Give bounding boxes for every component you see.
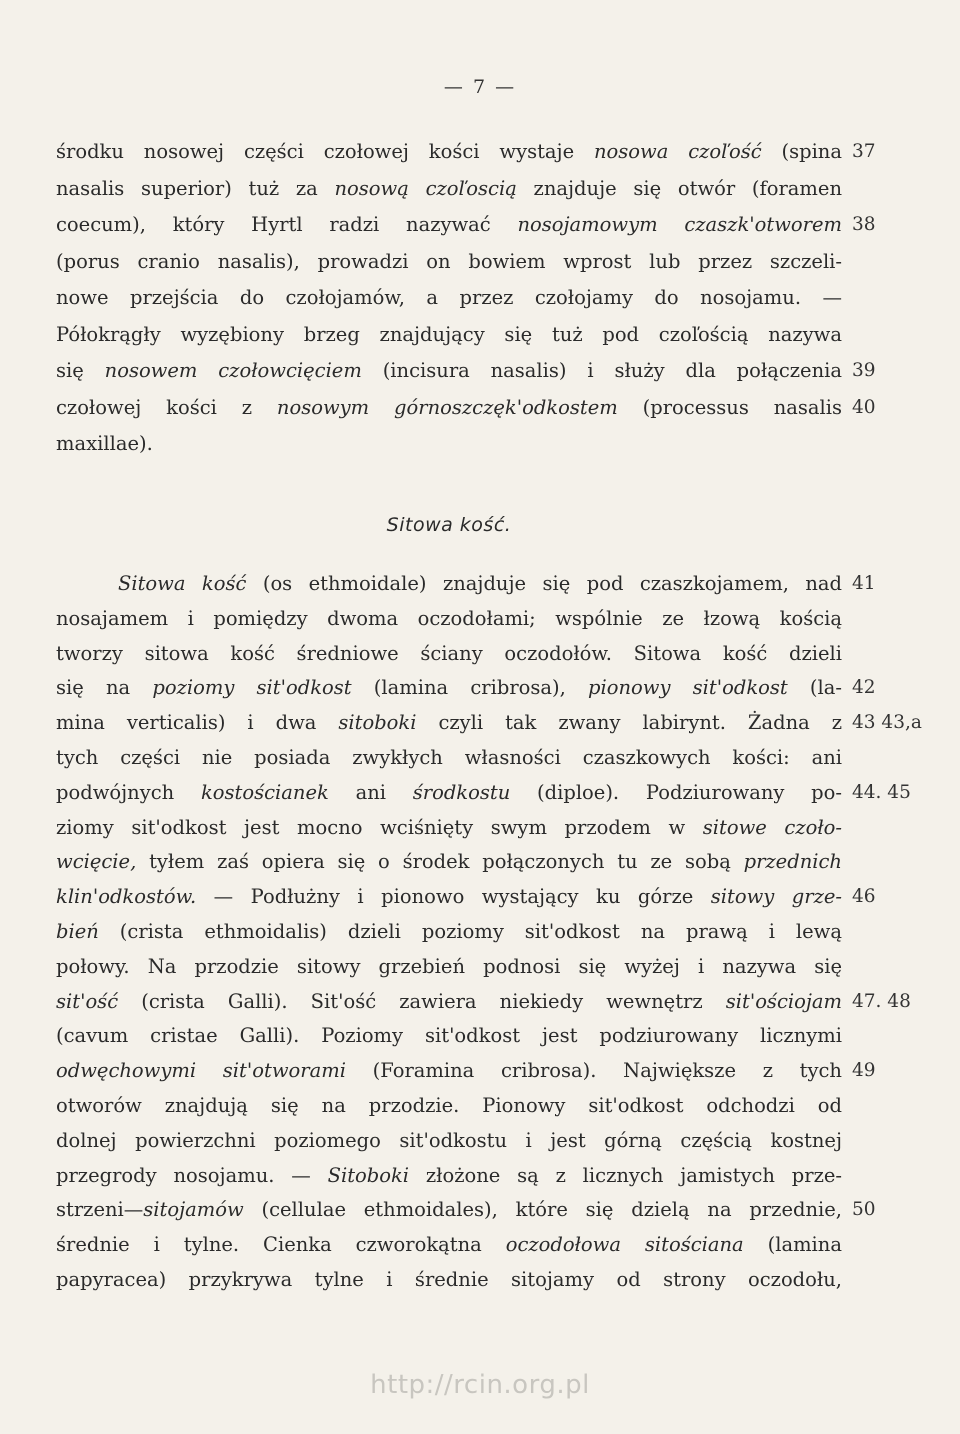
text-segment: (incisura nasalis) i służy dla połączenia [361,359,842,382]
italic-term: nosowa czoľość [594,140,762,163]
text-segment: średnie i tylne. Cienka czworokątna [56,1233,506,1257]
italic-term: Sitowa kość [118,572,247,595]
text-segment: ziomy sit'odkost jest mocno wciśnięty swym przodem w [56,815,703,839]
text-segment: dolnej powierzchni poziomego sit'odkostu i jest górną częścią kostnej [56,1128,842,1152]
italic-term: bień [56,920,99,943]
text-segment: (diploe). Podziurowany po- [510,780,842,804]
italic-term: nosową czoľoscią [334,176,517,200]
text-segment: się [56,359,105,382]
text-segment: tyłem zaś opiera się o środek połączonych tu ze sobą [136,850,744,874]
text-line [56,1128,842,1154]
text-segment: znajduje się otwór (foramen [516,176,842,200]
italic-term: przednich [743,850,842,874]
text-segment: Półokrągły wyzębiony brzeg znajdujący się tuż pod czoľością nazywa [56,322,842,346]
text-line [56,919,842,945]
page-number: — 7 — [443,76,517,98]
margin-reference-number: 50 [852,1199,876,1221]
text-line [56,176,842,202]
text-segment: (processus nasalis [617,395,842,419]
margin-reference-number: 46 [852,886,876,908]
text-line [56,139,842,165]
text-line [56,1163,842,1189]
text-line [56,1023,842,1049]
text-segment: (cavum cristae Galli). Poziomy sit'odkost jest podziurowany licznymi [56,1024,842,1048]
margin-reference-number: 40 [852,396,876,418]
italic-term: sitowe czoło- [702,815,842,839]
text-segment: nosajamem i pomiędzy dwoma oczodołami; wspólnie ze łzową kością [56,606,842,630]
margin-reference-number: 49 [852,1060,876,1082]
italic-term: Sitoboki [327,1163,410,1187]
text-segment: (lamina [743,1233,842,1257]
text-line [56,710,842,736]
text-segment: podwójnych [56,780,201,804]
margin-reference-number: 42 [852,677,876,699]
section-heading: Sitowa kość. [386,514,512,536]
text-line [56,322,842,348]
text-segment: przegrody nosojamu. — [56,1163,328,1187]
text-segment: tworzy sitowa kość średniowe ściany oczodołów. Sitowa kość dzieli [56,641,842,665]
text-line [56,249,842,275]
italic-term: sitoboki [338,711,417,735]
italic-term: pionowy sit'odkost [588,676,788,700]
text-line [56,358,842,384]
text-line [56,954,842,980]
text-segment: papyracea) przykrywa tylne i średnie sitojamy od strony oczodołu, [56,1268,842,1291]
text-segment: (Foramina cribrosa). Największe z tych [345,1059,842,1083]
text-line [56,1058,842,1084]
text-line [118,571,842,597]
text-segment: (porus cranio nasalis), prowadzi on bowiem wprost lub przez szczeli- [56,249,842,273]
text-segment: (crista ethmoidalis) dzieli poziomy sit'odkost na prawą i lewą [98,920,842,943]
text-segment: (spina [761,140,842,163]
text-line [56,1232,842,1258]
text-segment: (crista Galli). Sit'ość zawiera niekiedy wewnętrz [118,989,726,1013]
italic-term: oczodołowa sitościana [505,1233,744,1257]
text-line [56,395,842,421]
text-segment: czyli tak zwany labirynt. Żadna z [416,711,842,735]
italic-term: kostościanek [200,780,329,804]
text-line [56,745,842,771]
text-segment: nasalis superior) tuż za [56,176,335,200]
text-segment: mina verticalis) i dwa [56,711,339,735]
text-line [56,1093,842,1119]
italic-term: sit'ość [56,989,119,1013]
italic-term: nosowem czołowcięciem [104,359,362,382]
text-segment: nowe przejścia do czołojamów, a przez czołojamy do nosojamu. — [56,286,842,309]
text-segment: tych części nie posiada zwykłych własności czaszkowych kości: ani [56,746,842,769]
text-line [56,285,842,311]
text-line [56,675,842,701]
text-line [56,212,842,238]
text-segment: (os ethmoidale) znajduje się pod czaszkojamem, nad [246,572,842,595]
text-line [56,849,842,875]
text-segment: się na [56,676,153,700]
margin-reference-number: 39 [852,360,876,381]
text-line [56,431,842,457]
text-segment: coecum), który Hyrtl radzi nazywać [56,213,518,236]
text-segment: (la- [787,676,842,700]
text-segment: otworów znajdują się na przodzie. Pionowy sit'odkost odchodzi od [56,1094,842,1117]
margin-reference-number: 37 [852,141,876,162]
text-segment: czołowej kości z [56,395,277,419]
text-segment: (cellulae ethmoidales), które się dzielą na przednie, [243,1198,842,1222]
italic-term: sit'ościojam [725,989,842,1013]
text-segment: — Podłużny i pionowo wystający ku górze [196,885,711,909]
text-segment: środku nosowej części czołowej kości wystaje [56,140,594,163]
text-segment: maxillae). [56,432,153,455]
italic-term: klin'odkostów. [56,885,197,909]
margin-reference-number: 43 43,a [852,712,922,734]
italic-term: wcięcie, [56,850,137,874]
text-line [56,641,842,667]
text-segment: połowy. Na przodzie sitowy grzebień podnosi się wyżej i nazywa się [56,954,842,978]
italic-term: sitowy grze- [710,885,842,909]
margin-reference-number: 38 [852,214,876,235]
text-line [56,989,842,1015]
italic-term: sitojamów [143,1198,244,1222]
margin-reference-number: 44. 45 [852,781,911,803]
italic-term: nosojamowym czaszk'otworem [517,213,842,236]
text-line [56,884,842,910]
text-segment: ani [328,780,413,804]
text-line [56,815,842,841]
italic-term: środkostu [412,780,511,804]
margin-reference-number: 41 [852,573,876,594]
text-segment: strzeni— [56,1198,144,1222]
margin-reference-number: 47. 48 [852,990,911,1012]
italic-term: poziomy sit'odkost [152,676,352,700]
italic-term: nosowym górnoszczęk'odkostem [276,395,618,419]
italic-term: odwęchowymi sit'otworami [56,1059,346,1083]
text-segment: (lamina cribrosa), [351,676,589,700]
text-line [56,780,842,806]
text-line [56,1267,842,1293]
source-watermark: http://rcin.org.pl [370,1370,590,1400]
text-segment: złożone są z licznych jamistych prze- [409,1163,842,1187]
text-line [56,606,842,632]
text-line [56,1197,842,1223]
